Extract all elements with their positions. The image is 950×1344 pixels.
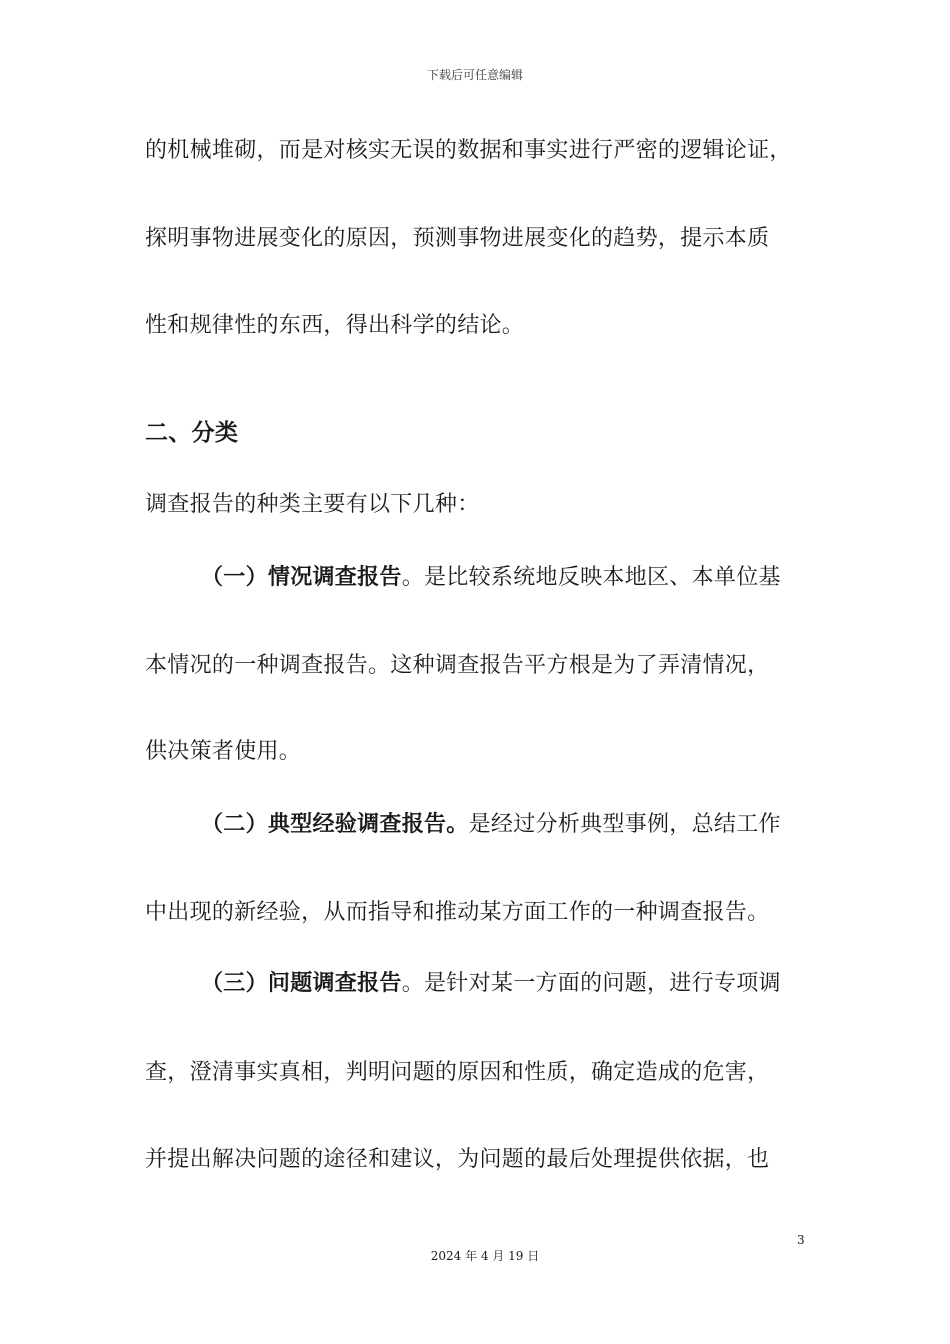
item3-title: （三）问题调查报告 — [201, 971, 402, 996]
intro-line: 调查报告的种类主要有以下几种： — [145, 492, 480, 517]
paragraph-line: 探明事物进展变化的原因，预测事物进展变化的趋势，提示本质 — [145, 226, 770, 251]
footer-date: 2024 年 4 月 19 日 — [430, 1249, 540, 1263]
section-heading: 二、分类 — [145, 420, 239, 446]
paragraph-line: 查，澄清事实真相，判明问题的原因和性质，确定造成的危害， — [145, 1060, 770, 1085]
item3-text: 。是针对某一方面的问题，进行专项调 — [401, 971, 781, 996]
page-number: 3 — [797, 1233, 805, 1247]
paragraph-line: 供决策者使用。 — [145, 739, 302, 764]
item2-text: 是经过分析典型事例，总结工作 — [468, 812, 781, 837]
paragraph-line: 性和规律性的东西，得出科学的结论。 — [145, 313, 525, 338]
item2-title: （二）典型经验调查报告。 — [201, 812, 469, 837]
item2-line — [201, 810, 781, 840]
item1-text: 。是比较系统地反映本地区、本单位基 — [401, 565, 781, 590]
paragraph-line: 本情况的一种调查报告。这种调查报告平方根是为了弄清情况， — [145, 653, 770, 678]
paragraph-line: 中出现的新经验，从而指导和推动某方面工作的一种调查报告。 — [145, 900, 770, 925]
header-note: 下载后可任意编辑 — [426, 68, 523, 82]
item3-line — [201, 969, 781, 999]
paragraph-line: 并提出解决问题的途径和建议，为问题的最后处理提供依据，也 — [145, 1147, 770, 1172]
item1-line — [201, 563, 781, 593]
item1-title: （一）情况调查报告 — [201, 565, 402, 590]
paragraph-line: 的机械堆砌，而是对核实无误的数据和事实进行严密的逻辑论证， — [145, 138, 792, 163]
